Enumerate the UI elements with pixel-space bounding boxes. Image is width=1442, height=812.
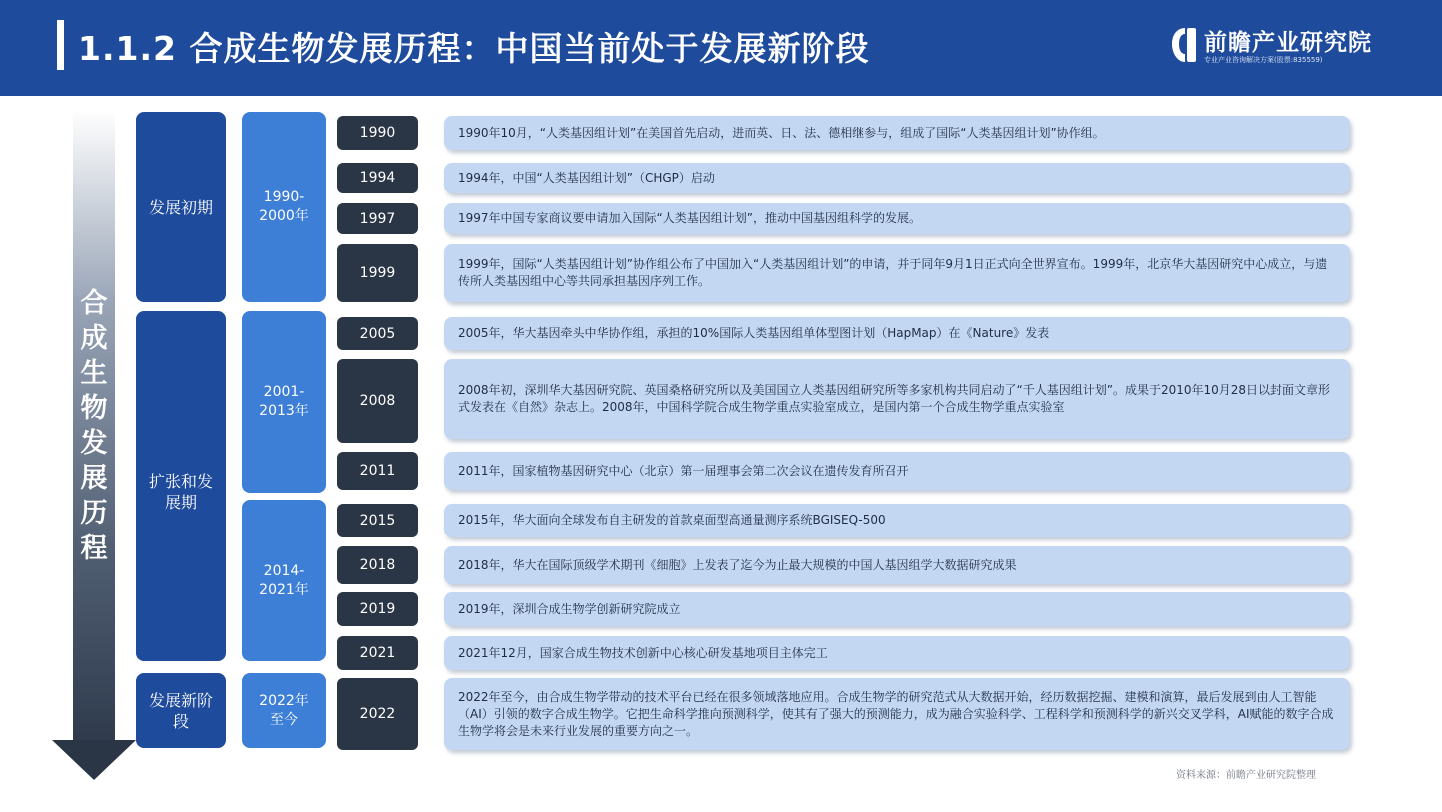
event-text: 2015年，华大面向全球发布自主研发的首款桌面型高通量测序系统BGISEQ-500: [458, 513, 886, 527]
year-2011: 2011: [337, 452, 418, 490]
stage-label: 发展新阶段: [148, 690, 213, 731]
event-1990: [444, 116, 1350, 150]
stage-label: 扩张和发展期: [148, 472, 213, 512]
year-1999: 1999: [337, 244, 418, 302]
event-text: 1999年，国际“人类基因组计划”协作组公布了中国加入“人类基因组计划”的申请，并于同年9月1日正式向全世界宣布。1999年，北京华大基因研究中心成立，与遗传所人类基因组中心等共同承担基因序列工作。: [458, 257, 1328, 288]
event-2005: [444, 317, 1350, 350]
event-2022: [444, 678, 1350, 750]
event-text: 1994年，中国“人类基因组计划”（CHGP）启动: [458, 170, 715, 185]
event-text: 2008年初，深圳华大基因研究院、英国桑格研究所以及美国国立人类基因组研究所等多家机构共同启动了“千人基因组计划”。成果于2010年10月28日以封面文章形式发表在《自然》杂志上。2008年，中国科学院合成生物学重点实验室成立，是国内第一个合成生物学重点实验室: [458, 383, 1331, 414]
year-2008: 2008: [337, 359, 418, 443]
period-1990-2000: [242, 112, 326, 302]
year-2022: 2022: [337, 678, 418, 750]
stage-early: [136, 112, 226, 302]
period-2014-2021: [242, 500, 326, 661]
source-note: 资料来源：前瞻产业研究院整理: [1176, 770, 1316, 781]
period-label: 2022年至今: [259, 692, 309, 728]
period-label: 2014-2021年: [259, 562, 309, 598]
year-2019: 2019: [337, 592, 418, 626]
stage-label: 发展初期: [148, 197, 213, 217]
year-2018: 2018: [337, 546, 418, 584]
event-text: 2005年，华大基因牵头中华协作组，承担的10%国际人类基因组单体型图计划（HapMap）在《Nature》发表: [458, 326, 1050, 340]
event-text: 1990年10月，“人类基因组计划”在美国首先启动，进而英、日、法、德相继参与，组成了国际“人类基因组计划”协作组。: [458, 125, 1105, 140]
year-1994: 1994: [337, 163, 418, 193]
event-2018: [444, 546, 1350, 584]
period-label: 2001-2013年: [259, 384, 309, 419]
header-banner: [0, 0, 1442, 96]
brand-logo: [1170, 24, 1400, 70]
event-1999: [444, 244, 1350, 302]
logo-icon: [1170, 26, 1200, 64]
year-2021: 2021: [337, 636, 418, 670]
event-text: 2019年，深圳合成生物学创新研究院成立: [458, 601, 681, 616]
period-2022-now: [242, 673, 326, 748]
year-2015: 2015: [337, 504, 418, 537]
period-label: 1990-2000年: [259, 189, 309, 224]
event-1997: [444, 203, 1350, 234]
event-2021: [444, 636, 1350, 670]
event-text: 2021年12月，国家合成生物技术创新中心核心研发基地项目主体完工: [458, 645, 828, 660]
event-text: 2018年，华大在国际顶级学术期刊《细胞》上发表了迄今为止最大规模的中国人基因组学大数据研究成果: [458, 557, 1017, 572]
title-accent-bar: [57, 20, 64, 70]
event-text: 2011年，国家植物基因研究中心（北京）第一届理事会第二次会议在遗传发育所召开: [458, 463, 909, 478]
timeline-label: 合成生物发展历程: [80, 288, 108, 564]
logo-name: 前瞻产业研究院: [1204, 30, 1372, 56]
event-text: 1997年中国专家商议要申请加入国际“人类基因组计划”，推动中国基因组科学的发展。: [458, 211, 921, 225]
stage-new: [136, 673, 226, 748]
event-2011: [444, 452, 1350, 490]
arrow-down-icon: [52, 740, 136, 780]
period-2001-2013: [242, 311, 326, 493]
page-title: 1.1.2 合成生物发展历程：中国当前处于发展新阶段: [78, 29, 870, 68]
year-1997: 1997: [337, 203, 418, 234]
event-2015: [444, 504, 1350, 537]
event-2008: [444, 359, 1350, 439]
event-2019: [444, 592, 1350, 626]
year-2005: 2005: [337, 317, 418, 350]
logo-subtitle: 专业产业咨询解决方案(股票:835559): [1204, 56, 1323, 64]
event-1994: [444, 163, 1350, 193]
stage-expansion: [136, 311, 226, 661]
year-1990: 1990: [337, 116, 418, 150]
event-text: 2022年至今，由合成生物学带动的技术平台已经在很多领域落地应用。合成生物学的研究范式从大数据开始，经历数据挖掘、建模和演算，最后发展到由人工智能（AI）引领的数字合成生物学。它把生命科学推向预测科学，使其有了强大的预测能力，成为融合实验科学、工程科学和预测科学的新兴交叉学科，AI赋能的数字合成生物学将会是未来行业发展的重要方向之一。: [458, 689, 1334, 738]
